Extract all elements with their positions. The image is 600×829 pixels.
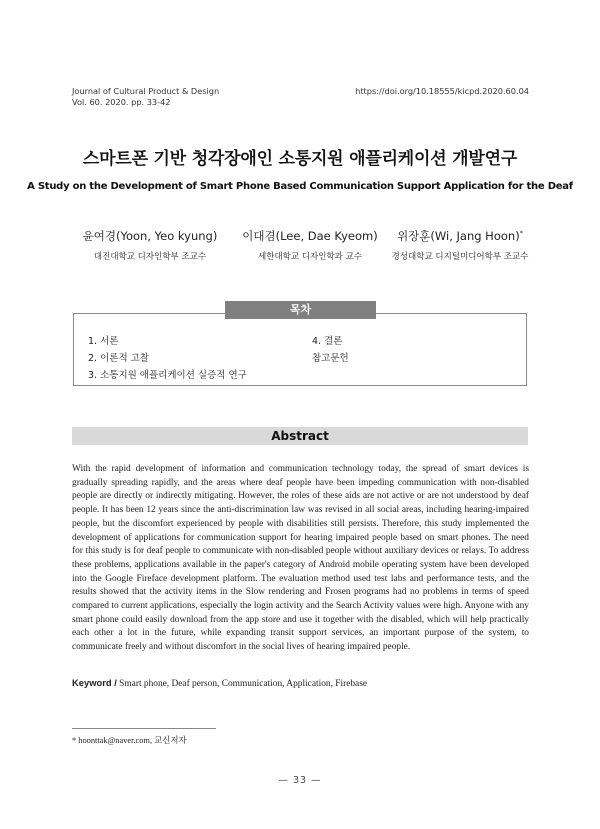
toc-item: 3. 소통지원 애플리케이션 실증적 연구 <box>88 370 247 381</box>
toc-title: 목차 <box>225 301 376 319</box>
page-number: — 33 — <box>278 775 322 786</box>
journal-info <box>72 86 219 108</box>
journal-volume: Vol. 60. 2020. pp. 33-42 <box>72 97 171 107</box>
paper-title-english: A Study on the Development of Smart Phone Based Communication Support Application for the Deaf <box>27 181 573 192</box>
author-1 <box>60 228 240 262</box>
footnote: * hoonttak@naver.com, 교신저자 <box>72 736 187 745</box>
keyword-label: Keyword / <box>72 677 117 688</box>
abstract-body: With the rapid development of information and communication technology today, the spread of smart devices is gradually spreading rapidly, and the areas where deaf people have been impeding communication with non-disabled people are directly or indirectly mitigating. However, the roles of these aids are not active or are not understood by deaf people. It has been 12 years since the anti-discrimination law was revised in all social areas, including hearing-impaired people, but the discomfort experienced by people with disabilities still persists. Therefore, this study implemented the development of applications for communication support for hearing impaired people based on smart phones. The need for this study is for deaf people to communicate with non-disabled people without auxiliary devices or relays. To address these problems, applications available in the paper's category of Android mobile operating system have been developed into the Google Fireface development platform. The evaluation method used test labs and performance tests, and the results showed that the activity items in the Slow rendering and Frosen programs had no problems in terms of speed compared to current applications, especially the login activity and the Search Activity values were high. Anyone with any smart phone could easily download from the app store and use it together with the disabled, which will help practically each other a lot in the future, while expanding transit support services, an important purpose of the system, to communicate freely and without discomfort in the social lives of hearing impaired people. <box>72 464 529 653</box>
journal-name: Journal of Cultural Product & Design <box>72 86 220 96</box>
toc-item: 1. 서론 <box>88 336 119 347</box>
keyword-list: Smart phone, Deaf person, Communication, Application, Firebase <box>119 679 368 689</box>
footnote-divider <box>72 728 216 729</box>
abstract-heading: Abstract <box>72 427 528 445</box>
doi-link[interactable]: https://doi.org/10.18555/kicpd.2020.60.04 <box>355 86 529 96</box>
author-3 <box>360 228 560 262</box>
toc-item: 2. 이론적 고찰 <box>88 353 149 364</box>
toc-item: 4. 결론 <box>312 336 343 347</box>
keyword-line <box>72 677 532 689</box>
author-affiliation: 대진대학교 디자인학부 조교수 <box>93 252 207 262</box>
author-name: 이대겸(Lee, Dae Kyeom) <box>242 229 378 243</box>
author-name: 윤여경(Yoon, Yeo kyung) <box>82 229 218 243</box>
paper-title-korean: 스마트폰 기반 청각장애인 소통지원 애플리케이션 개발연구 <box>82 149 518 169</box>
author-affiliation: 세한대학교 디자인학과 교수 <box>258 252 362 262</box>
author-name: 위장훈(Wi, Jang Hoon)* <box>397 229 523 243</box>
toc-item: 참고문헌 <box>312 353 349 364</box>
author-affiliation: 경성대학교 디지털미디어학부 조교수 <box>391 252 529 262</box>
